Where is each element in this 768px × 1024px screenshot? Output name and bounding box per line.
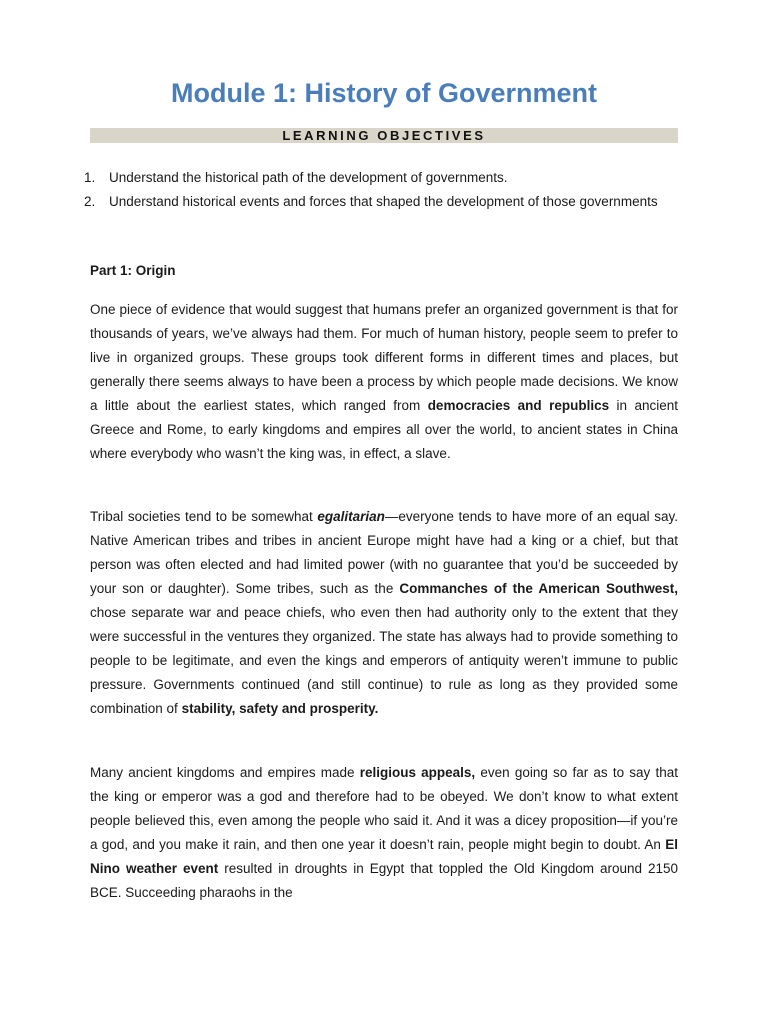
page-title: Module 1: History of Government	[170, 78, 598, 108]
text-run: in ancient Greece and Rome, to early kingdoms and empires all over the world, to ancient states in China where everybody who wasn’t the king was, in effect, a slave.	[90, 398, 678, 461]
list-item	[84, 166, 678, 190]
text-run: Many ancient kingdoms and empires made	[90, 765, 360, 780]
bold-term: religious appeals,	[359, 765, 476, 780]
paragraph	[90, 761, 678, 905]
list-number: 2.	[84, 194, 96, 209]
text-run: —everyone tends to have more of an equal say. Native American tribes and tribes in ancient Europe might have had a king or a chief, but that person was often elected and had limited power (with no guarantee that you’d be succeeded by your son or daughter). Some tribes, such as the	[90, 509, 678, 596]
bold-term: El Nino weather event	[90, 837, 678, 876]
bold-italic-term: egalitarian	[317, 509, 385, 524]
bold-term: democracies and republics	[427, 398, 610, 413]
learning-objectives-heading: LEARNING OBJECTIVES	[90, 128, 678, 143]
list-number: 1.	[84, 170, 96, 185]
objective-text: Understand historical events and forces that shaped the development of those governments	[109, 194, 658, 209]
text-run: One piece of evidence that would suggest that humans prefer an organized government is that for thousands of years, we’ve always had them. For much of human history, people seem to prefer to live in organized groups. These groups took different forms in different times and places, but generally there seems always to have been a process by which people made decisions. We know a little about the earliest states, which ranged from	[90, 302, 678, 413]
bold-term: Commanches of the American Southwest,	[399, 581, 678, 596]
text-run: even going so far as to say that the king or emperor was a god and therefore had to be obeyed. We don’t know to what extent people believed this, even among the people who said it. And it was a dicey proposition—if you’re a god, and you make it rain, and then one year it doesn’t rain, people might begin to doubt. An	[90, 765, 678, 852]
paragraph	[90, 298, 678, 466]
text-run: resulted in droughts in Egypt that toppled the Old Kingdom around 2150 BCE. Succeeding pharaohs in the	[90, 861, 678, 900]
text-run: chose separate war and peace chiefs, who even then had authority only to the extent that they were successful in the ventures they organized. The state has always had to provide something to people to be legitimate, and even the kings and emperors of antiquity weren’t immune to public pressure. Governments continued (and still continue) to rule as long as they provided some combination of	[90, 605, 678, 716]
text-run: Tribal societies tend to be somewhat	[90, 509, 318, 524]
paragraph	[90, 505, 678, 721]
objective-text: Understand the historical path of the development of governments.	[109, 170, 508, 185]
section-heading: Part 1: Origin	[90, 263, 176, 278]
bold-term: stability, safety and prosperity.	[181, 701, 379, 716]
list-item	[84, 190, 678, 214]
objectives-list	[84, 166, 678, 214]
